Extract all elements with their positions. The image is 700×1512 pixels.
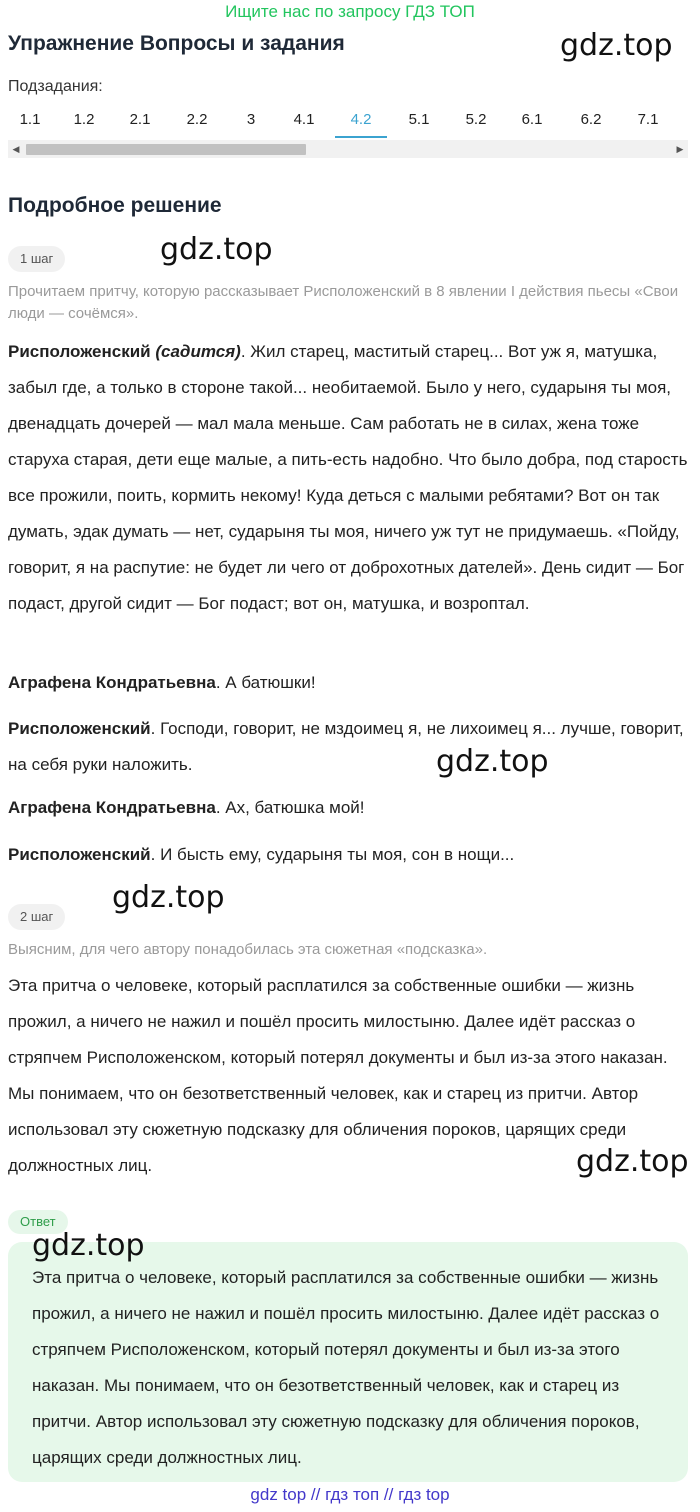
tab-1-1[interactable]: 1.1 <box>19 111 41 128</box>
watermark: gdz.top <box>160 232 273 267</box>
answer-badge: Ответ <box>8 1210 68 1234</box>
dialogue-text: . И бысть ему, сударыня ты моя, сон в нощи... <box>150 845 515 864</box>
dialogue-text: . Господи, говорит, не мздоимец я, не лихоимец я... лучше, говорит, на себя руки наложить. <box>8 719 684 774</box>
tab-4-2[interactable]: 4.2 <box>335 106 387 138</box>
dialogue-text: . Жил старец, маститый старец... Вот уж я, матушка, забыл где, а только в стороне такой... необитаемой. Было у него, сударыня ты моя, двенадцать дочерей — мал мала меньше. Сам работать не в силах, жена тоже старуха старая, дети еще малые, а пить-есть надобно. Что было добра, под старость все прожили, поить, кормить некому! Куда деться с малыми ребятами? Вот он так думать, эдак думать — нет, сударыня ты моя, ничего уж тут не придумаешь. «Пойду, говорит, я на распутие: не будет ли чего от доброхотных дателей». День сидит — Бог подаст, другой сидит — Бог подаст; вот он, матушка, и возроптал. <box>8 342 688 613</box>
dialogue-text: . А батюшки! <box>215 673 316 692</box>
watermark: gdz.top <box>560 28 673 63</box>
answer-text: Эта притча о человеке, который расплатился за собственные ошибки — жизнь прожил, а ничего не нажил и пошёл просить милостыню. Далее идёт рассказ о стряпчем Рисположенском, который потерял документы и был из-за этого наказан. Мы понимаем, что он безответственный человек, как и старец из притчи. Автор использовал эту сюжетную подсказку для обличения пороков, царящих среди должностных лиц. <box>32 1268 660 1467</box>
speaker-name: Рисположенский <box>8 845 151 864</box>
scroll-left-icon[interactable]: ◀ <box>12 144 20 154</box>
dialogue-line-1 <box>8 334 692 622</box>
speaker-name: Рисположенский <box>8 342 151 361</box>
subtasks-label: Подзадания: <box>8 78 103 95</box>
step-explanation: Эта притча о человеке, который расплатился за собственные ошибки — жизнь прожил, а ничего не нажил и пошёл просить милостыню. Далее идёт рассказ о стряпчем Рисположенском, который потерял документы и был из-за этого наказан. Мы понимаем, что он безответственный человек, как и старец из притчи. Автор использовал эту сюжетную подсказку для обличения пороков, царящих среди должностных лиц. <box>8 976 668 1175</box>
dialogue-line-3 <box>8 711 692 783</box>
step-hint-2: Выясним, для чего автору понадобилась эта сюжетная «подсказка». <box>8 941 488 958</box>
watermark: gdz.top <box>32 1228 145 1263</box>
dialogue-line-2 <box>8 665 692 701</box>
page-title: Упражнение Вопросы и задания <box>8 32 345 55</box>
tab-7-1[interactable]: 7.1 <box>637 111 659 128</box>
dialogue-text: . Ах, батюшка мой! <box>215 798 365 817</box>
tab-5-1[interactable]: 5.1 <box>408 111 430 128</box>
stage-direction: (садится) <box>155 342 241 361</box>
watermark: gdz.top <box>436 744 549 779</box>
solution-title: Подробное решение <box>8 194 222 217</box>
dialogue-line-4 <box>8 790 692 826</box>
subtask-tabs <box>8 106 688 138</box>
tab-6-2[interactable]: 6.2 <box>580 111 602 128</box>
speaker-name: Аграфена Кондратьевна <box>8 673 216 692</box>
tab-2-1[interactable]: 2.1 <box>129 111 151 128</box>
speaker-name: Аграфена Кондратьевна <box>8 798 216 817</box>
step-hint-1: Прочитаем притчу, которую рассказывает Рисположенский в 8 явлении I действия пьесы «Свои люди — сочёмся». <box>8 283 679 322</box>
tab-1-2[interactable]: 1.2 <box>73 111 95 128</box>
tab-4-1[interactable]: 4.1 <box>293 111 315 128</box>
search-banner[interactable]: Ищите нас по запросу ГДЗ ТОП <box>225 2 475 21</box>
footer-links[interactable]: gdz top // гдз топ // гдз top <box>250 1485 450 1504</box>
step-badge-1: 1 шаг <box>8 246 65 272</box>
tab-6-1[interactable]: 6.1 <box>521 111 543 128</box>
tab-2-2[interactable]: 2.2 <box>186 111 208 128</box>
dialogue-line-5 <box>8 837 692 873</box>
tab-3[interactable]: 3 <box>246 111 256 128</box>
step-badge-2: 2 шаг <box>8 904 65 930</box>
watermark: gdz.top <box>112 880 225 915</box>
watermark: gdz.top <box>576 1144 689 1179</box>
scroll-right-icon[interactable]: ▶ <box>676 144 684 154</box>
speaker-name: Рисположенский <box>8 719 151 738</box>
tabs-scrollbar[interactable] <box>8 140 688 158</box>
scrollbar-thumb[interactable] <box>26 144 306 155</box>
tab-5-2[interactable]: 5.2 <box>465 111 487 128</box>
